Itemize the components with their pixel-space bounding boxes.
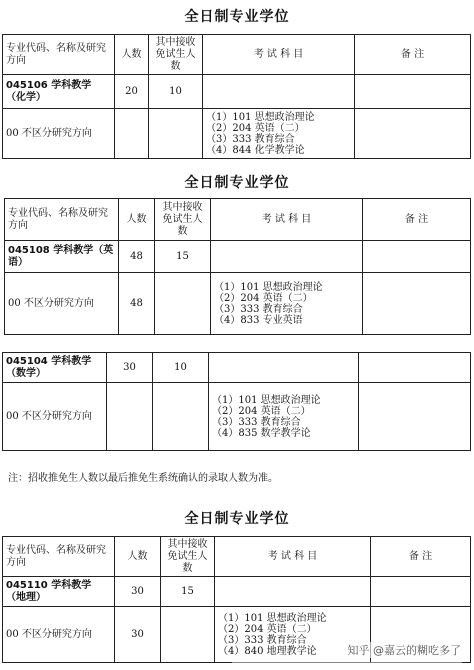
program-count: 48 — [119, 241, 155, 273]
subject-item: （4）835 数学教学论 — [212, 427, 311, 439]
program-exempt: 15 — [161, 577, 215, 607]
header-remarks: 备 注 — [355, 35, 471, 75]
header-count: 人数 — [115, 537, 161, 577]
header-count: 人数 — [119, 199, 155, 241]
subject-item: （2）204 英语（二） — [212, 405, 311, 417]
table-row — [5, 241, 471, 273]
admission-note: 注：招收推免生人数以最后推免生系统确认的录取人数为准。 — [8, 473, 278, 484]
table-row — [3, 353, 471, 383]
program-name: 045110 学科教学（地理） — [3, 577, 115, 607]
subject-item: （2）204 英语（二） — [214, 292, 313, 304]
direction-count — [107, 383, 153, 451]
subject-item: （1）101 思想政治理论 — [218, 612, 327, 624]
direction-name: 00 不区分研究方向 — [5, 273, 119, 335]
program-count: 20 — [115, 75, 149, 109]
table-row — [5, 273, 471, 335]
table-row — [3, 75, 471, 109]
program-exempt: 10 — [153, 353, 209, 383]
header-exam: 考 试 科 目 — [203, 35, 355, 75]
section-title-2: 全日制专业学位 — [184, 175, 290, 191]
subject-item: （4）833 专业英语 — [214, 314, 303, 326]
exam-subjects — [211, 273, 363, 335]
program-name: 045104 学科教学（数学） — [3, 353, 107, 383]
program-count: 30 — [115, 577, 161, 607]
exam-subjects — [203, 109, 355, 159]
direction-count: 48 — [119, 273, 155, 335]
program-table-1 — [2, 34, 471, 159]
program-exempt: 15 — [155, 241, 211, 273]
header-exempt: 其中接收免试生人数 — [149, 35, 203, 75]
header-remarks: 备 注 — [371, 537, 471, 577]
section-title-4: 全日制专业学位 — [184, 511, 290, 527]
table-row — [3, 577, 471, 607]
header-code: 专业代码、名称及研究方向 — [5, 199, 119, 241]
direction-count: 30 — [115, 607, 161, 663]
program-name: 045106 学科教学（化学） — [3, 75, 115, 109]
header-code: 专业代码、名称及研究方向 — [3, 537, 115, 577]
subject-item: （2）204 英语（二） — [218, 623, 317, 635]
header-code: 专业代码、名称及研究方向 — [3, 35, 115, 75]
subject-item: （4）844 化学教学论 — [206, 144, 305, 156]
header-exempt: 其中接收免试生人数 — [161, 537, 215, 577]
direction-name: 00 不区分研究方向 — [3, 109, 115, 159]
watermark: 知乎 @嘉云的糊吃多了 — [345, 642, 465, 658]
subject-item: （1）101 思想政治理论 — [212, 394, 321, 406]
subject-item: （3）333 教育综合 — [218, 634, 307, 646]
subject-item: （1）101 思想政治理论 — [214, 281, 323, 293]
program-table-3 — [2, 352, 471, 451]
header-exam: 考 试 科 目 — [211, 199, 363, 241]
direction-count — [115, 109, 149, 159]
direction-name: 00 不区分研究方向 — [3, 607, 115, 663]
table-row — [3, 109, 471, 159]
subject-item: （4）840 地理教学论 — [218, 645, 317, 657]
section-title-1: 全日制专业学位 — [184, 9, 290, 25]
exam-subjects — [209, 383, 359, 451]
subject-item: （3）333 教育综合 — [212, 416, 301, 428]
header-count: 人数 — [115, 35, 149, 75]
header-remarks: 备 注 — [363, 199, 471, 241]
subject-item: （3）333 教育综合 — [214, 303, 303, 315]
subject-item: （1）101 思想政治理论 — [206, 111, 315, 123]
program-table-2 — [4, 198, 471, 335]
subject-item: （3）333 教育综合 — [206, 133, 295, 145]
header-exempt: 其中接收免试生人数 — [155, 199, 211, 241]
watermark-underline — [232, 662, 462, 663]
subject-item: （2）204 英语（二） — [206, 122, 305, 134]
direction-name: 00 不区分研究方向 — [3, 383, 107, 451]
program-name: 045108 学科教学（英语） — [5, 241, 119, 273]
program-count: 30 — [107, 353, 153, 383]
program-exempt: 10 — [149, 75, 203, 109]
header-exam: 考 试 科 目 — [215, 537, 371, 577]
table-row — [3, 383, 471, 451]
